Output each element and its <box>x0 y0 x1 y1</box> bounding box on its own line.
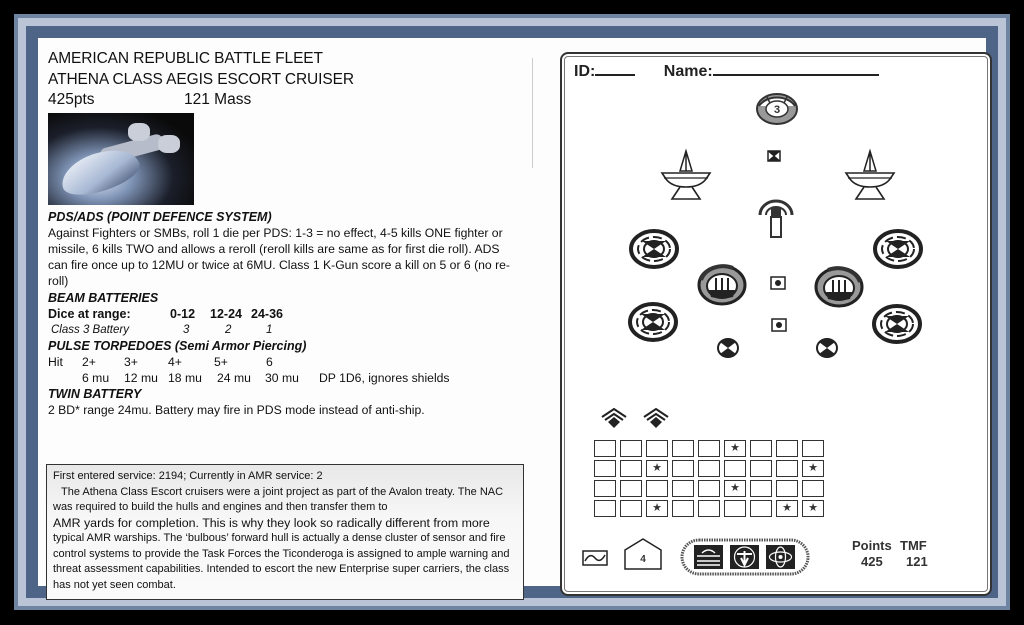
hull-box[interactable] <box>750 500 772 517</box>
hull-box[interactable] <box>698 480 720 497</box>
hull-box-threshold[interactable]: ★ <box>802 500 824 517</box>
hull-box-threshold[interactable]: ★ <box>776 500 798 517</box>
pulse-heading: PULSE TORPEDOES (Semi Armor Piercing) <box>48 339 307 353</box>
points-value: 425 <box>861 554 883 569</box>
hull-box[interactable] <box>802 440 824 457</box>
ship-mass: 121 Mass <box>184 91 252 108</box>
pulse-hit-row: Hit 2+ 3+ 4+ 5+ 6 <box>48 355 273 369</box>
ship-class-title: ATHENA CLASS AEGIS ESCORT CRUISER <box>48 71 354 88</box>
hull-box[interactable] <box>620 480 642 497</box>
ship-image <box>48 113 194 205</box>
fire-control-icon[interactable] <box>767 149 781 161</box>
k-gun-icon[interactable] <box>716 337 740 359</box>
pds-heading: PDS/ADS (POINT DEFENCE SYSTEM) <box>48 210 272 224</box>
hull-box[interactable] <box>672 480 694 497</box>
hull-box[interactable] <box>620 440 642 457</box>
enhanced-sensor-icon[interactable] <box>771 318 787 332</box>
pulse-range-row: 6 mu 12 mu 18 mu 24 mu 30 mu DP 1D6, ignores shields <box>82 371 450 385</box>
hull-box[interactable] <box>776 440 798 457</box>
hull-box-threshold[interactable]: ★ <box>724 440 746 457</box>
sensor-dish-left-icon[interactable] <box>660 149 712 201</box>
history-text-2: AMR yards for completion. This is why they look so radically different from more <box>53 515 490 530</box>
fold-line <box>532 58 533 168</box>
hull-box[interactable] <box>594 440 616 457</box>
hull-box[interactable] <box>750 460 772 477</box>
hull-box[interactable] <box>620 460 642 477</box>
twin-battery-icon[interactable] <box>814 266 864 308</box>
pds-icon[interactable] <box>873 229 923 269</box>
hull-box[interactable] <box>672 460 694 477</box>
hull-box[interactable] <box>802 480 824 497</box>
pds-icon[interactable] <box>628 302 678 342</box>
core-systems-group <box>680 538 810 576</box>
pulse-torpedo-icon[interactable] <box>756 197 796 239</box>
tmf-value: 121 <box>906 554 928 569</box>
fleet-title: AMERICAN REPUBLIC BATTLE FLEET <box>48 50 323 67</box>
beam-class3-row: Class 3 Battery 3 2 1 <box>51 324 273 336</box>
id-name-line: ID: Name: <box>574 60 879 81</box>
hull-box[interactable] <box>776 480 798 497</box>
twin-battery-icon[interactable] <box>697 264 747 306</box>
hull-box-threshold[interactable]: ★ <box>646 500 668 517</box>
ship-history-box <box>46 464 524 600</box>
twin-battery-rules: 2 BD* range 24mu. Battery may fire in PDS mode instead of anti-ship. <box>48 403 425 417</box>
ship-system-display <box>560 52 992 596</box>
points-tmf-block: Points TMF 425 121 <box>852 538 928 569</box>
hull-box[interactable] <box>776 460 798 477</box>
hull-box[interactable] <box>724 460 746 477</box>
service-info: First entered service: 2194; Currently in AMR service: 2 <box>53 470 323 482</box>
hull-box[interactable] <box>750 440 772 457</box>
hull-box-threshold[interactable]: ★ <box>646 460 668 477</box>
sensor-dish-right-icon[interactable] <box>844 149 896 201</box>
svg-text:3: 3 <box>773 104 781 116</box>
beam-heading: BEAM BATTERIES <box>48 291 159 305</box>
points-cost: 425pts <box>48 91 95 108</box>
hull-box[interactable] <box>594 480 616 497</box>
id-field[interactable] <box>595 60 635 76</box>
hull-box[interactable] <box>724 500 746 517</box>
hull-box[interactable] <box>620 500 642 517</box>
svg-text:4: 4 <box>640 554 646 565</box>
ship-stats-panel <box>48 48 518 418</box>
k-gun-icon[interactable] <box>815 337 839 359</box>
hull-box[interactable] <box>594 500 616 517</box>
hull-box[interactable] <box>698 500 720 517</box>
hull-damage-track <box>594 440 824 517</box>
armor-icon[interactable] <box>642 408 670 430</box>
hull-box-threshold[interactable]: ★ <box>724 480 746 497</box>
pds-icon[interactable] <box>629 229 679 269</box>
hull-box[interactable] <box>672 500 694 517</box>
record-sheet <box>38 38 986 591</box>
armor-icon[interactable] <box>600 408 628 430</box>
hull-box[interactable] <box>594 460 616 477</box>
hull-box-threshold[interactable]: ★ <box>802 460 824 477</box>
enhanced-sensor-icon[interactable] <box>770 276 786 290</box>
history-text-3: typical AMR warships. The ‘bulbous’ forward hull is actually a dense cluster of sensor and fire control systems to provide the Task Forces the Ticonderoga is assigned to ample warning and threat assessment capabilities. Intended to escort the new Enterprise super carriers, the class has not yet seen combat. <box>53 532 510 591</box>
pds-rules: Against Fighters or SMBs, roll 1 die per PDS: 1-3 = no effect, 4-5 kills ONE fighter or missile, 6 kills TWO and allows a reroll (reroll kills are same as for first die roll). ADS can fire once up to 12MU or twice at 6MU. Class 1 K-Gun score a kill on 5 or 6 (no re-roll) <box>48 226 510 288</box>
hull-box[interactable] <box>672 440 694 457</box>
beam-range-header: Dice at range: 0-12 12-24 24-36 <box>48 307 283 321</box>
page-border <box>14 14 1010 610</box>
hull-box[interactable] <box>750 480 772 497</box>
pds-icon[interactable] <box>872 304 922 344</box>
main-drive-icon[interactable] <box>624 538 662 570</box>
hull-box[interactable] <box>646 480 668 497</box>
twin-battery-heading: TWIN BATTERY <box>48 387 142 401</box>
history-text-1: The Athena Class Escort cruisers were a joint project as part of the Avalon treaty. The NAC was required to build the hulls and engines and then transfer them to <box>53 485 504 513</box>
hull-box[interactable] <box>698 440 720 457</box>
class3-beam-battery-icon[interactable] <box>755 92 799 126</box>
hull-box[interactable] <box>698 460 720 477</box>
name-field[interactable] <box>713 60 879 76</box>
hull-box[interactable] <box>646 440 668 457</box>
ftl-drive-icon[interactable] <box>582 550 608 566</box>
